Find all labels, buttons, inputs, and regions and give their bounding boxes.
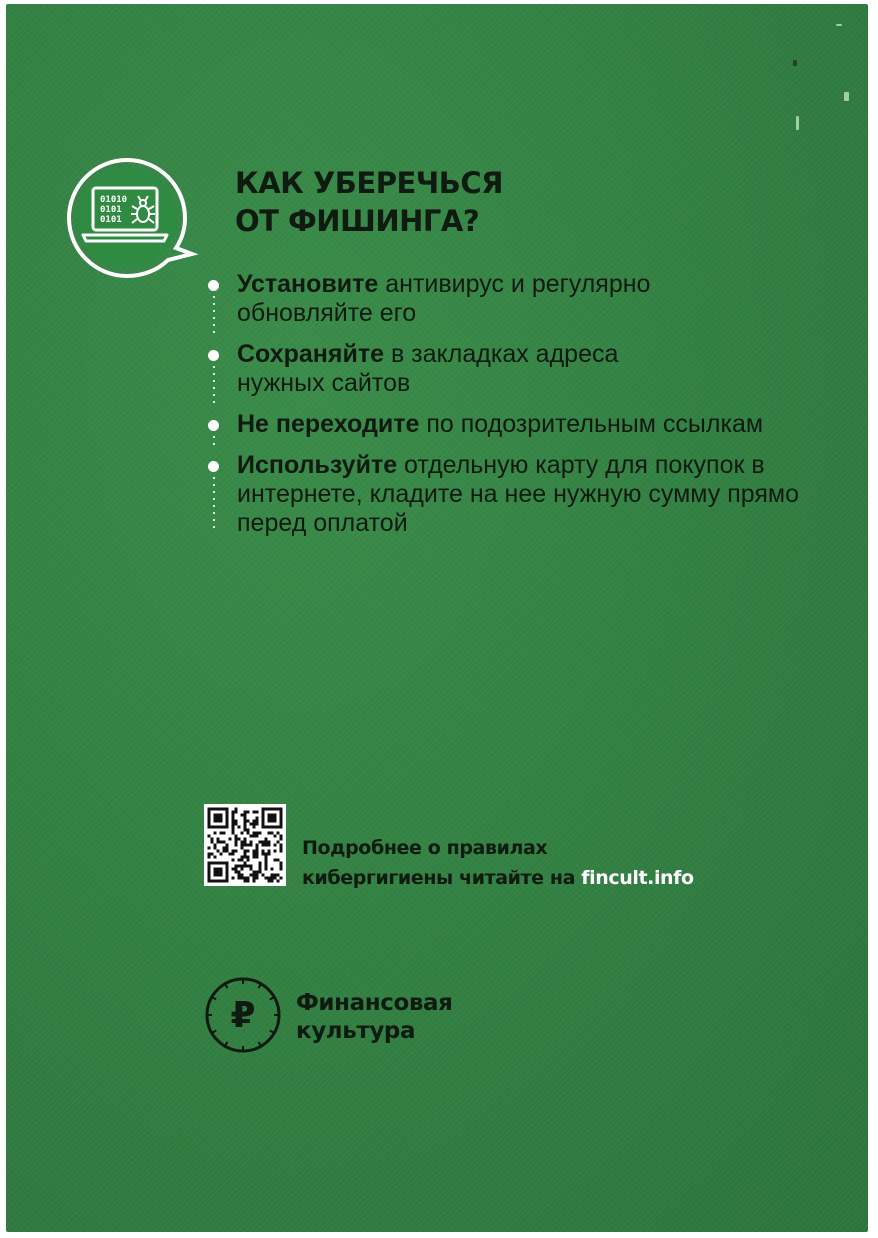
bullet-dot-icon bbox=[208, 280, 219, 291]
ruble-symbol: ₽ bbox=[230, 995, 256, 1036]
fincult-link[interactable]: fincult.info bbox=[581, 867, 694, 889]
print-speck bbox=[793, 60, 797, 66]
print-speck bbox=[844, 92, 849, 101]
leaflet-page bbox=[6, 4, 868, 1232]
more-info-line-2 bbox=[302, 863, 842, 893]
tip-item bbox=[204, 410, 857, 439]
tip-text: по подозрительным ссылкам bbox=[419, 410, 764, 438]
bullet-dot-icon bbox=[208, 350, 219, 361]
brand-name bbox=[296, 989, 453, 1045]
title-line-2: ОТ ФИШИНГА? bbox=[235, 204, 480, 238]
print-speck bbox=[836, 24, 842, 26]
page-title bbox=[235, 164, 755, 240]
tip-lead: Сохраняйте bbox=[237, 340, 384, 368]
qr-code-icon[interactable] bbox=[204, 804, 286, 886]
tip-text: антивирус и регулярно обновляйте его bbox=[237, 270, 651, 327]
more-info-line-1: Подробнее о правилах bbox=[302, 837, 548, 859]
tip-item bbox=[204, 451, 837, 538]
tip-lead: Используйте bbox=[237, 451, 398, 479]
binary-line: 01010 bbox=[100, 195, 128, 205]
tip-text: отдельную карту для покупок в интернете, кладите на нее нужную сумму прямо перед оплатой bbox=[237, 451, 800, 537]
bullet-dot-icon bbox=[208, 420, 219, 431]
tip-lead: Установите bbox=[237, 270, 379, 298]
dotted-connector bbox=[213, 436, 215, 449]
dotted-connector bbox=[213, 477, 215, 532]
tips-list bbox=[204, 270, 854, 538]
bullet-dot-icon bbox=[208, 461, 219, 472]
print-speck bbox=[796, 116, 799, 130]
ruble-clock-logo-icon bbox=[202, 974, 284, 1056]
dotted-connector bbox=[213, 296, 215, 338]
brand-line-2: культура bbox=[296, 1018, 416, 1044]
binary-line: 0101 bbox=[100, 215, 122, 225]
laptop-bug-icon bbox=[64, 156, 198, 280]
brand-line-1: Финансовая bbox=[296, 990, 453, 1016]
tip-text: в закладках адреса нужных сайтов bbox=[237, 340, 619, 397]
tip-item bbox=[204, 340, 667, 398]
more-info-text bbox=[302, 833, 842, 893]
title-line-1: КАК УБЕРЕЧЬСЯ bbox=[235, 166, 503, 200]
tip-item bbox=[204, 270, 707, 328]
dotted-connector bbox=[213, 366, 215, 408]
more-info-line-2-text: кибергигиены читайте на bbox=[302, 867, 582, 889]
binary-line: 0101 bbox=[100, 205, 122, 215]
tip-lead: Не переходите bbox=[237, 410, 420, 438]
